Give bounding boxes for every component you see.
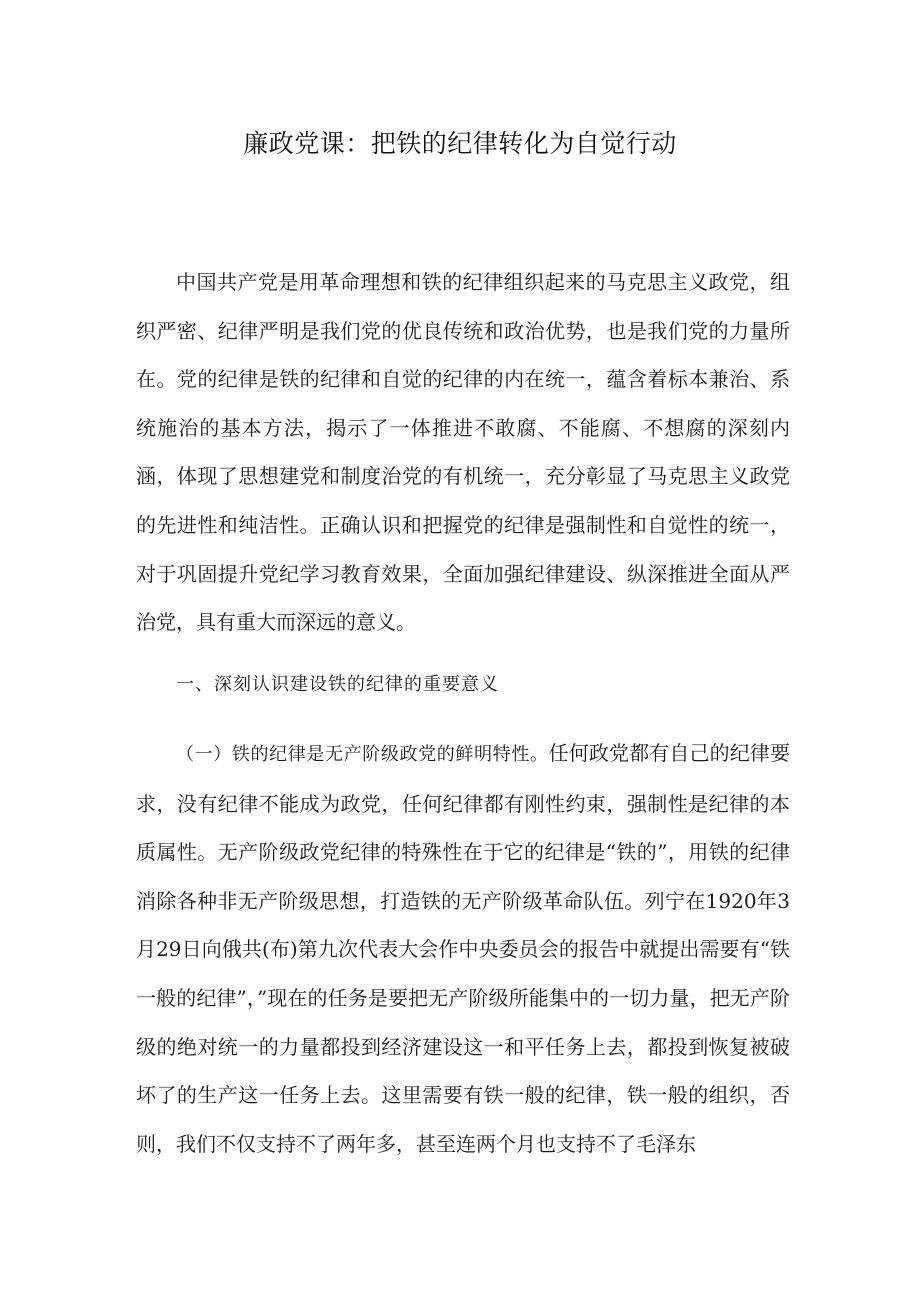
intro-paragraph: 中国共产党是用革命理想和铁的纪律组织起来的马克思主义政党，组织严密、纪律严明是我们党的优良传统和政治优势，也是我们党的力量所在。党的纪律是铁的纪律和自觉的纪律的内在统一，蕴含着标本兼治、系统施治的基本方法，揭示了一体推进不敢腐、不能腐、不想腐的深刻内涵，体现了思想建党和制度治党的有机统一，充分彰显了马克思主义政党的先进性和纯洁性。正确认识和把握党的纪律是强制性和自觉性的统一，对于巩固提升党纪学习教育效果，全面加强纪律建设、纵深推进全面从严治党，具有重大而深远的意义。 [136,270,790,635]
subsection-lead: （一）铁的纪律是无产阶级政党的鲜明特性。 [176,744,549,765]
subsection-body: 任何政党都有自己的纪律要求，没有纪律不能成为政党，任何纪律都有刚性约束，强制性是纪律的本质属性。无产阶级政党纪律的特殊性在于它的纪律是“铁的”，用铁的纪律消除各种非无产阶级思想，打造铁的无产阶级革命队伍。列宁在1920年3月29日向俄共(布)第九次代表大会作中央委员会的报告中就提出需要有“铁一般的纪律”，”现在的任务是要把无产阶级所能集中的一切力量，把无产阶级的绝对统一的力量都投到经济建设这一和平任务上去，都投到恢复被破坏了的生产这一任务上去。这里需要有铁一般的纪律，铁一般的组织，否则，我们不仅支持不了两年多，甚至连两个月也支持不了毛泽东 [136,741,791,1156]
document-title: 廉政党课：把铁的纪律转化为自觉行动 [243,129,677,158]
section-heading: 一、深刻认识建设铁的纪律的重要意义 [176,674,499,695]
subsection-paragraph [136,729,790,1168]
